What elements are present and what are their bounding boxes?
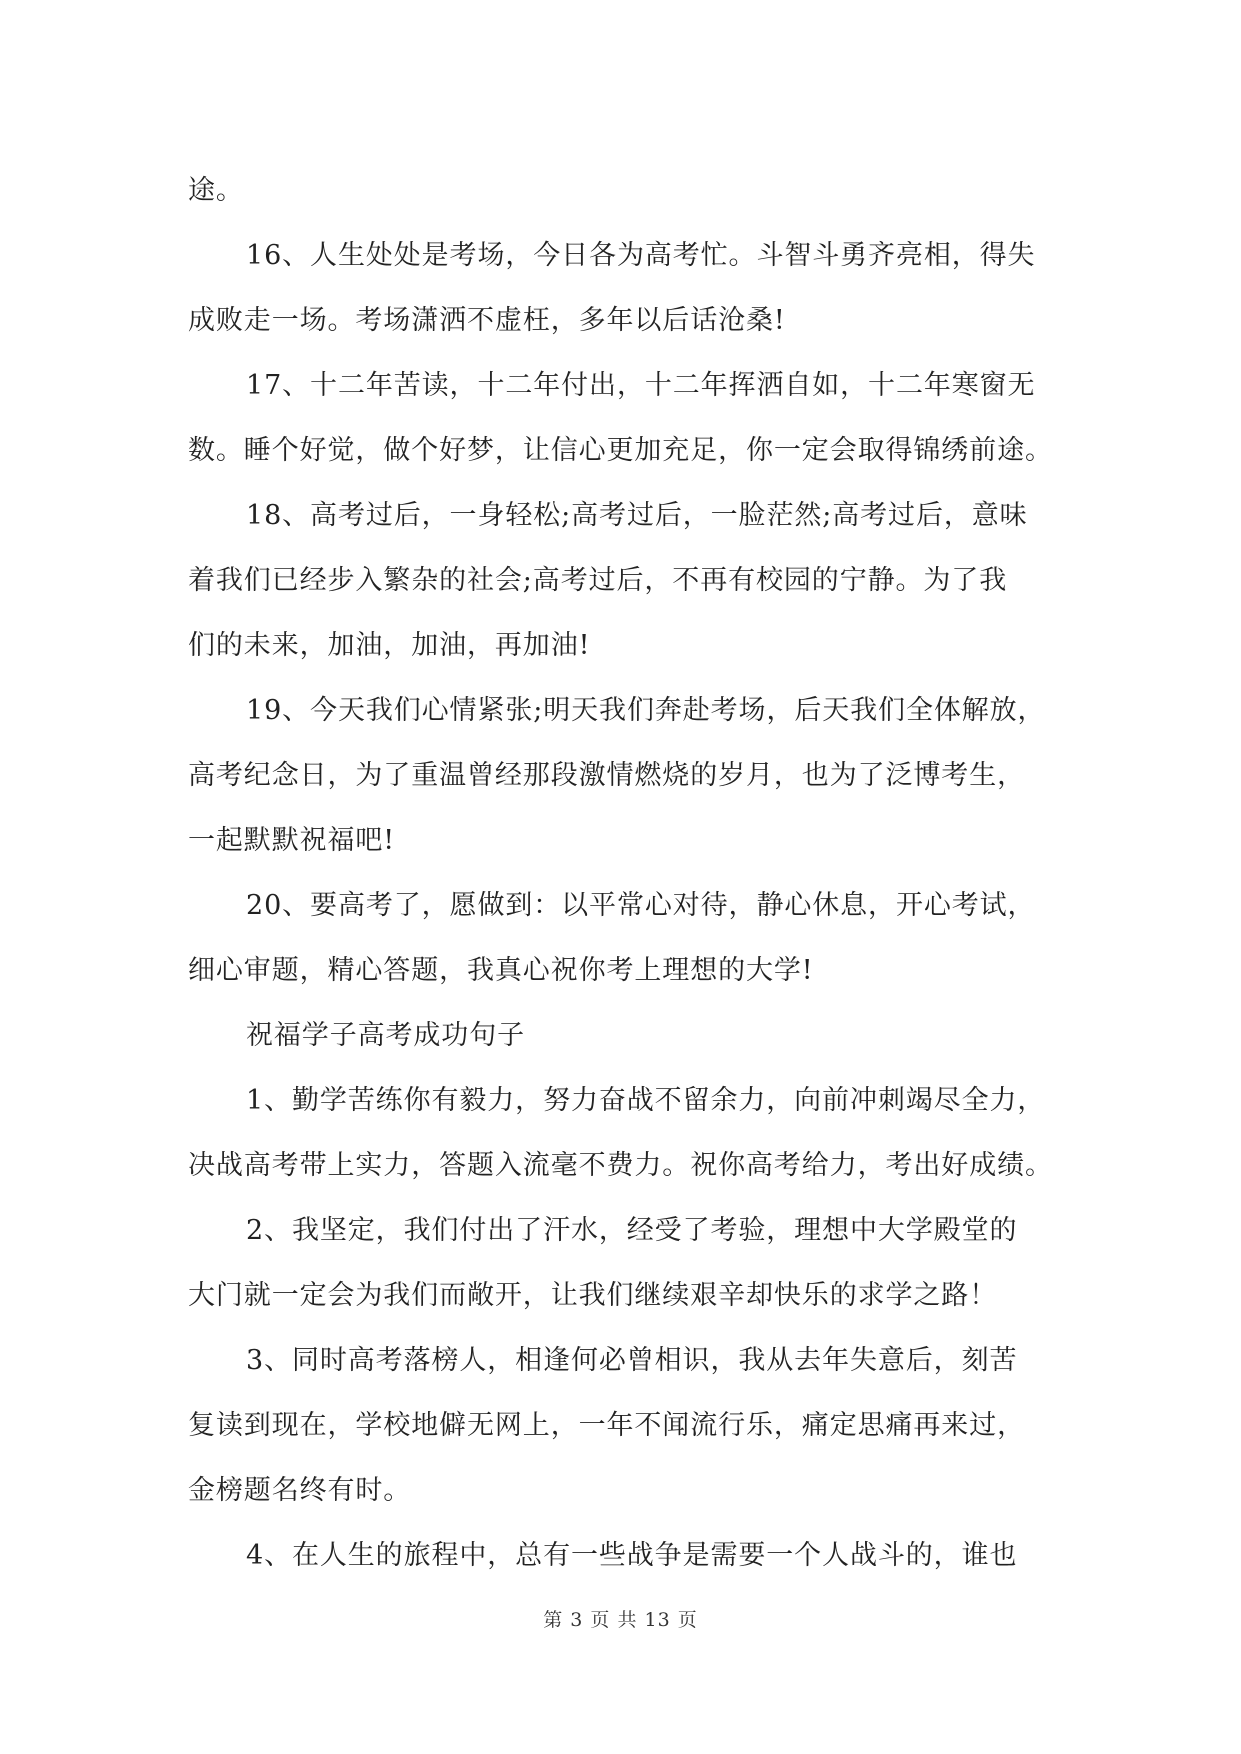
- text-line: 复读到现在，学校地僻无网上，一年不闻流行乐，痛定思痛再来过，: [188, 1410, 1025, 1441]
- text-line: 途。: [188, 175, 244, 206]
- page-number-footer: 第 3 页 共 13 页: [543, 1609, 698, 1631]
- text-line: 着我们已经步入繁杂的社会;高考过后，不再有校园的宁静。为了我: [188, 565, 1008, 596]
- text-line: 一起默默祝福吧!: [188, 825, 396, 856]
- text-line: 成败走一场。考场潇洒不虚枉，多年以后话沧桑!: [188, 305, 786, 336]
- text-line: 3、同时高考落榜人，相逢何必曾相识，我从去年失意后，刻苦: [246, 1345, 1018, 1376]
- text-line: 数。睡个好觉，做个好梦，让信心更加充足，你一定会取得锦绣前途。: [188, 435, 1053, 466]
- text-line: 1、勤学苦练你有毅力，努力奋战不留余力，向前冲刺竭尽全力，: [246, 1085, 1046, 1116]
- text-line: 细心审题，精心答题，我真心祝你考上理想的大学!: [188, 955, 814, 986]
- text-line: 19、今天我们心情紧张;明天我们奔赴考场，后天我们全体解放，: [246, 695, 1046, 726]
- section-heading: 祝福学子高考成功句子: [246, 1020, 525, 1051]
- text-line: 4、在人生的旅程中，总有一些战争是需要一个人战斗的，谁也: [246, 1540, 1018, 1571]
- text-line: 16、人生处处是考场，今日各为高考忙。斗智斗勇齐亮相，得失: [246, 240, 1036, 271]
- text-line: 们的未来，加油，加油，再加油!: [188, 630, 591, 661]
- text-line: 18、高考过后，一身轻松;高考过后，一脸茫然;高考过后，意味: [246, 500, 1028, 531]
- text-line: 17、十二年苦读，十二年付出，十二年挥洒自如，十二年寒窗无: [246, 370, 1036, 401]
- text-line: 大门就一定会为我们而敞开，让我们继续艰辛却快乐的求学之路！: [188, 1280, 998, 1311]
- text-line: 金榜题名终有时。: [188, 1475, 412, 1506]
- text-line: 高考纪念日，为了重温曾经那段激情燃烧的岁月，也为了泛博考生，: [188, 760, 1025, 791]
- text-line: 20、要高考了，愿做到：以平常心对待，静心休息，开心考试，: [246, 890, 1036, 921]
- text-line: 2、我坚定，我们付出了汗水，经受了考验，理想中大学殿堂的: [246, 1215, 1018, 1246]
- text-line: 决战高考带上实力，答题入流毫不费力。祝你高考给力，考出好成绩。: [188, 1150, 1053, 1181]
- body-text: [188, 158, 1053, 1588]
